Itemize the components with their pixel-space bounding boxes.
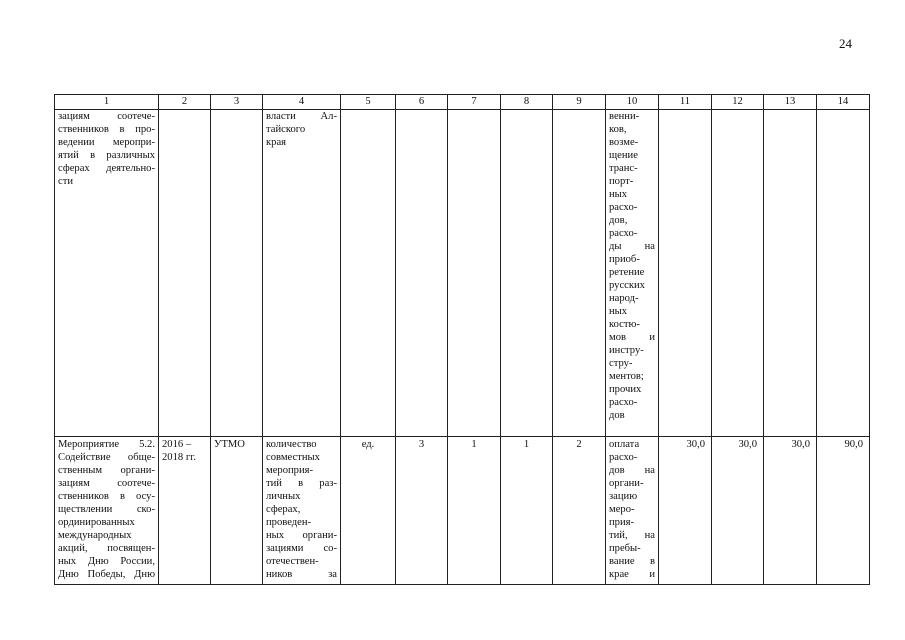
empty-cell xyxy=(448,110,501,437)
funding-total-cell: 90,0 xyxy=(817,437,870,585)
column-header: 12 xyxy=(712,95,764,110)
column-number-row xyxy=(55,95,870,110)
empty-cell xyxy=(211,110,263,437)
empty-cell xyxy=(501,110,553,437)
column-header: 6 xyxy=(396,95,448,110)
empty-cell xyxy=(764,110,817,437)
value-cell: 2 xyxy=(553,437,606,585)
funding-cell: 30,0 xyxy=(764,437,817,585)
column-header: 4 xyxy=(263,95,341,110)
unit-cell: ед. xyxy=(341,437,396,585)
empty-cell xyxy=(712,110,764,437)
indicator-cell: власти Ал- тайского края xyxy=(263,110,341,437)
funding-cell: 30,0 xyxy=(712,437,764,585)
indicator-cell: количество совместных мероприя- тий в раз- личных сферах, проведен- ных органи- зациями со- отечествен- ников за xyxy=(263,437,341,585)
page-number: 24 xyxy=(839,36,852,51)
value-cell: 3 xyxy=(396,437,448,585)
column-header: 11 xyxy=(659,95,712,110)
column-header: 9 xyxy=(553,95,606,110)
empty-cell xyxy=(659,110,712,437)
empty-cell xyxy=(159,110,211,437)
funding-cell: 30,0 xyxy=(659,437,712,585)
column-header: 3 xyxy=(211,95,263,110)
empty-cell xyxy=(341,110,396,437)
column-header: 1 xyxy=(55,95,159,110)
executor-cell: УТМО xyxy=(211,437,263,585)
column-header: 10 xyxy=(606,95,659,110)
value-cell: 1 xyxy=(448,437,501,585)
column-header: 7 xyxy=(448,95,501,110)
activity-description-cell: Мероприятие 5.2. Содействие обще- ственным органи- зациям соотече- ственников в осу- ществлении ско- ординированных международных акций, посвящен- ных Дню России, Дню Победы, Дню xyxy=(55,437,159,585)
program-activities-table xyxy=(54,94,870,585)
column-header: 5 xyxy=(341,95,396,110)
value-cell: 1 xyxy=(501,437,553,585)
empty-cell xyxy=(553,110,606,437)
activity-description-cell: зациям соотече- ственников в про- ведении меропри- ятий в различных сферах деятельно- сти xyxy=(55,110,159,437)
expense-description-cell: венни- ков, возме- щение транс- порт- ных расхо- дов, расхо- ды на приоб- ретение русских народ- ных костю- мов и инстру- стру- ментов; прочих расхо- дов xyxy=(606,110,659,437)
continuation-row xyxy=(55,110,870,437)
empty-cell xyxy=(396,110,448,437)
column-header: 14 xyxy=(817,95,870,110)
column-header: 8 xyxy=(501,95,553,110)
expense-description-cell: оплата расхо- дов на органи- зацию меро- прия- тий, на пребы- вание в крае и xyxy=(606,437,659,585)
activity-row-5-2 xyxy=(55,437,870,585)
column-header: 2 xyxy=(159,95,211,110)
column-header: 13 xyxy=(764,95,817,110)
empty-cell xyxy=(817,110,870,437)
period-cell: 2016 – 2018 гг. xyxy=(159,437,211,585)
